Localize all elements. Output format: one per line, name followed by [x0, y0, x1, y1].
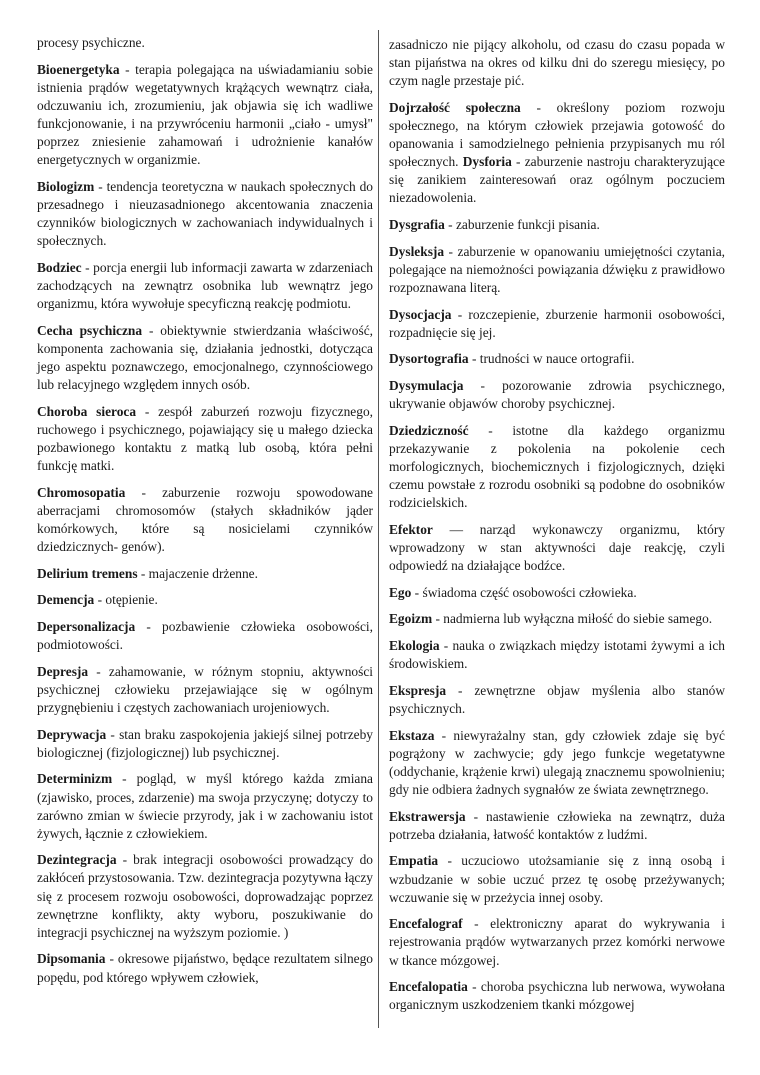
- entry-term: Depresja: [37, 663, 89, 679]
- entry-term: Ekstrawersja: [389, 808, 466, 824]
- entry-term: Dipsomania: [37, 951, 106, 967]
- glossary-entry: [389, 377, 725, 413]
- glossary-entry: [389, 36, 725, 90]
- glossary-entry: [37, 61, 373, 170]
- entry-definition: - obiektywnie stwierdzania właściwość, komponenta zachowania się, działania jednostki, dotycząca jego aspektu poznawczego, emocjonalnego, czynnościowego lub relacyjnego względem innych osób.: [37, 322, 373, 392]
- entry-definition: - majaczenie drżenne.: [137, 565, 258, 581]
- entry-term: Dysleksja: [389, 243, 445, 259]
- glossary-entry: [37, 34, 373, 52]
- entry-term: Dziedziczność: [389, 422, 469, 438]
- entry-term: Ekologia: [389, 638, 440, 654]
- glossary-entry: [389, 852, 725, 906]
- glossary-entry: [389, 243, 725, 297]
- glossary-entry: [389, 99, 725, 208]
- glossary-entry: [37, 726, 373, 762]
- entry-term: Empatia: [389, 853, 439, 869]
- entry-definition: - niewyrażalny stan, gdy człowiek zdaje się być pogrążony w zachwycie; gdy jego funkcje wegetatywne (oddychanie, krążenie krwi) ulegają znacznemu spowolnieniu; gdy nie odbiera żadnych sygnałów ze świata zewnętrznego.: [389, 727, 725, 797]
- entry-definition: - porcja energii lub informacji zawarta w zdarzeniach zachodzących na zewnątrz osobnika lub wewnątrz jego organizmu, która wywołuje specyficzną reakcję podmiotu.: [37, 259, 373, 311]
- entry-term: Dysgrafia: [389, 217, 445, 233]
- glossary-entry: [389, 521, 725, 575]
- glossary-entry: [389, 637, 725, 673]
- entry-definition: procesy psychiczne.: [37, 35, 145, 50]
- entry-definition: - zespół zaburzeń rozwoju fizycznego, ruchowego i psychicznego, pojawiający się u małego dziecka pozbawionego kontaktu z matką lub osobą, która pełni funkcję matki.: [37, 403, 373, 473]
- glossary-entry: [389, 422, 725, 512]
- entry-definition: - pogląd, w myśl którego każda zmiana (zjawisko, proces, zdarzenie) ma swoja przyczynę; dotyczy to zarówno zmian w świecie przyrody, jak i w zachowaniu istot żywych, łącznie z człowiekiem.: [37, 771, 373, 841]
- entry-definition: - terapia polegająca na uświadamianiu sobie istnienia prądów wegetatywnych krążących wewnątrz ciała, odczuwaniu ich, zrozumieniu, jak objawia się ich wadliwe funkcjonowanie, i na przywróceniu harmonii „ciało - umysł" poprzez zniesienie zahamowań i udrożnienie kanałów energetycznych w organizmie.: [37, 61, 373, 168]
- entry-definition: - zaburzenie w opanowaniu umiejętności czytania, polegające na niemożności powiązania dźwięku z prawidłowo rozpoznawana literą.: [389, 243, 725, 295]
- entry-definition: - zahamowanie, w różnym stopniu, aktywności psychicznej człowieku przejawiające się w ogólnym przygnębieniu i częstych zachowaniach urojeniowych.: [37, 663, 373, 715]
- entry-term: Egoizm: [389, 611, 433, 627]
- entry-definition: - nastawienie człowieka na zewnątrz, duża potrzeba działania, łatwość kontaktów z ludźmi.: [389, 808, 725, 842]
- entry-definition: zasadniczo nie pijący alkoholu, od czasu do czasu popada w stan pijaństwa na okres od kilku dni do szeregu miesięcy, po czym nagle przestaje pić.: [389, 37, 725, 89]
- glossary-entry: [37, 591, 373, 609]
- left-column: [37, 34, 373, 995]
- entry-term: Depersonalizacja: [37, 618, 136, 634]
- glossary-entry: [389, 915, 725, 969]
- glossary-entry: [389, 682, 725, 718]
- entry-definition: - rozczepienie, zburzenie harmonii osobowości, rozpadnięcie się jej.: [389, 306, 725, 340]
- glossary-entry: [389, 808, 725, 844]
- entry-term: Deprywacja: [37, 726, 107, 742]
- entry-definition: - świadoma część osobowości człowieka.: [411, 584, 637, 600]
- glossary-entry: [389, 727, 725, 799]
- entry-definition: - istotne dla każdego organizmu przekazywanie z pokolenia na pokolenie cech morfologicznych, biochemicznych i fizjologicznych, dzięki czemu powstałe z rozrodu osobniki są podobne do osobników rodzicielskich.: [389, 422, 725, 511]
- glossary-entry: [389, 584, 725, 602]
- entry-term: Encefalopatia: [389, 979, 468, 995]
- entry-term: Biologizm: [37, 178, 95, 194]
- entry-term: Encefalograf: [389, 916, 463, 932]
- column-divider: [378, 30, 379, 1028]
- entry-term: Dysocjacja: [389, 306, 452, 322]
- glossary-entry: [389, 216, 725, 234]
- entry-term: Ego: [389, 584, 412, 600]
- glossary-entry: [37, 259, 373, 313]
- entry-definition: - określony poziom rozwoju społecznego, na którym człowiek przejawia gotowość do opanowania i samodzielnego pełnienia przypisanych mu ról społecznych.: [389, 99, 725, 170]
- right-column: [389, 36, 725, 1023]
- glossary-entry: [37, 322, 373, 394]
- entry-definition: - nadmierna lub wyłączna miłość do siebie samego.: [432, 611, 713, 627]
- entry-definition: - brak integracji osobowości prowadzący do zakłóceń przystosowania. Tzw. dezintegracja pozytywna łączy się z procesem rozwoju osobowości, doprowadzając poprzez zewnętrzne konflikty, akty wyboru, poszukiwanie do integracji psychicznej na wyższym poziomie. ): [37, 852, 373, 940]
- entry-term: Dysortografia: [389, 351, 469, 367]
- entry-definition: - tendencja teoretyczna w naukach społecznych do przesadnego i nieuzasadnionego akcentowania znaczenia czynników biologicznych w zachowaniach indywidualnych i społecznych.: [37, 178, 373, 249]
- entry-definition: - zaburzenie nastroju charakteryzujące się zanikiem zainteresowań oraz ogólnym poczuciem niezadowolenia.: [389, 154, 725, 206]
- glossary-entry: [37, 403, 373, 475]
- glossary-entry: [37, 851, 373, 941]
- entry-definition: - stan braku zaspokojenia jakiejś silnej potrzeby biologicznej (fizjologicznej) lub psychicznej.: [37, 726, 373, 760]
- entry-definition: - otępienie.: [94, 592, 158, 608]
- glossary-entry: [37, 618, 373, 654]
- glossary-entry: [37, 565, 373, 583]
- entry-term: Efektor: [389, 521, 433, 537]
- glossary-entry: [37, 770, 373, 842]
- entry-term: Dysymulacja: [389, 378, 464, 394]
- entry-definition: - pozbawienie człowieka osobowości, podmiotowości.: [37, 618, 373, 653]
- entry-term: Dysforia: [462, 154, 512, 170]
- entry-term: Ekspresja: [389, 682, 447, 698]
- glossary-entry: [389, 978, 725, 1014]
- glossary-entry: [389, 610, 725, 628]
- glossary-entry: [37, 663, 373, 717]
- entry-definition: - zaburzenie funkcji pisania.: [444, 217, 600, 233]
- glossary-entry: [37, 484, 373, 556]
- entry-term: Chromosopatia: [37, 484, 126, 500]
- entry-term: Demencja: [37, 592, 95, 608]
- glossary-entry: [389, 350, 725, 368]
- entry-term: Determinizm: [37, 771, 113, 787]
- entry-term: Bodziec: [37, 259, 82, 275]
- entry-definition: - elektroniczny aparat do wykrywania i rejestrowania prądów wytwarzanych przez komórki nerwowe w tkance mózgowej.: [389, 916, 725, 968]
- entry-term: Cecha psychiczna: [37, 322, 143, 338]
- entry-definition: - trudności w nauce ortografii.: [468, 351, 635, 367]
- entry-definition: - nauka o związkach między istotami żywymi a ich środowiskiem.: [389, 638, 725, 672]
- entry-definition: - choroba psychiczna lub nerwowa, wywołana organicznym uszkodzeniem tkanki mózgowej: [389, 979, 725, 1013]
- glossary-entry: [37, 950, 373, 986]
- entry-definition: - okresowe pijaństwo, będące rezultatem silnego popędu, pod którego wpływem człowiek,: [37, 951, 373, 985]
- entry-term: Choroba sieroca: [37, 403, 137, 419]
- entry-term: Ekstaza: [389, 727, 435, 743]
- entry-term: Dezintegracja: [37, 852, 117, 868]
- entry-definition: - zewnętrzne objaw myślenia albo stanów psychicznych.: [389, 682, 725, 717]
- entry-term: Bioenergetyka: [37, 61, 120, 77]
- glossary-entry: [37, 178, 373, 250]
- entry-term: Delirium tremens: [37, 565, 138, 581]
- glossary-entry: [389, 306, 725, 342]
- entry-definition: - uczuciowo utożsamianie się z inną osobą i wzbudzanie w sobie uczuć przez tę osobę przeżywanych; wczuwanie się w przeżycia innej osoby.: [389, 853, 725, 905]
- entry-term: Dojrzałość społeczna: [389, 99, 521, 115]
- entry-definition: - zaburzenie rozwoju spowodowane aberracjami chromosomów (stałych składników jąder komórkowych, które są nosicielami czynników dziedzicznych- genów).: [37, 484, 373, 554]
- entry-definition: — narząd wykonawczy organizmu, który wprowadzony w stan aktywności daje reakcję, czyli odpowiedź na działające bodźce.: [389, 521, 725, 574]
- entry-definition: - pozorowanie zdrowia psychicznego, ukrywanie objawów choroby psychicznej.: [389, 378, 725, 412]
